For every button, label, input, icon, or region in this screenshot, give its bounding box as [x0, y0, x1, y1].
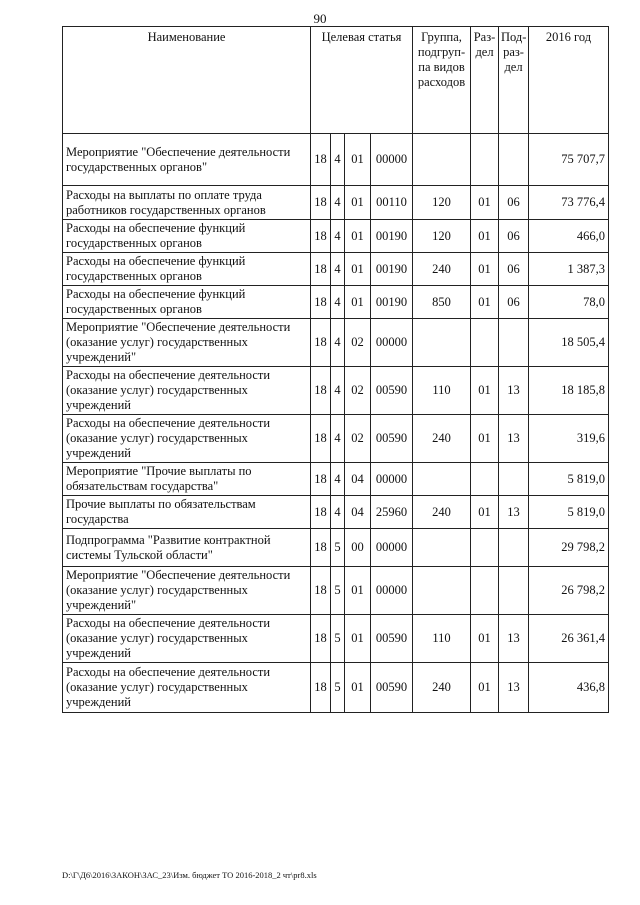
amount-2016: 1 387,3 — [529, 253, 609, 286]
row-name: Мероприятие "Прочие выплаты по обязательствам государства" — [63, 463, 311, 496]
target-event-code: 02 — [345, 319, 371, 367]
table-row — [63, 220, 609, 253]
target-event-code: 00 — [345, 529, 371, 567]
target-program-code: 18 — [311, 319, 331, 367]
target-subprogram-code: 5 — [331, 615, 345, 663]
target-direction-code: 00590 — [371, 367, 413, 415]
row-name: Расходы на обеспечение функций государственных органов — [63, 286, 311, 319]
row-name: Расходы на обеспечение функций государственных органов — [63, 220, 311, 253]
target-event-code: 02 — [345, 415, 371, 463]
target-direction-code: 00110 — [371, 186, 413, 220]
target-program-code: 18 — [311, 663, 331, 713]
section-code: 01 — [471, 496, 499, 529]
amount-2016: 319,6 — [529, 415, 609, 463]
target-program-code: 18 — [311, 134, 331, 186]
subsection-code — [499, 463, 529, 496]
amount-2016: 73 776,4 — [529, 186, 609, 220]
expense-group-code: 240 — [413, 253, 471, 286]
subsection-code: 06 — [499, 220, 529, 253]
target-event-code: 01 — [345, 134, 371, 186]
header-target-article: Целевая статья — [311, 27, 413, 134]
target-program-code: 18 — [311, 496, 331, 529]
expense-group-code: 120 — [413, 220, 471, 253]
table-row — [63, 529, 609, 567]
target-subprogram-code: 4 — [331, 253, 345, 286]
page-number: 90 — [313, 11, 327, 26]
amount-2016: 26 798,2 — [529, 567, 609, 615]
amount-2016: 18 505,4 — [529, 319, 609, 367]
section-code — [471, 134, 499, 186]
section-code: 01 — [471, 286, 499, 319]
table-row — [63, 186, 609, 220]
table-row — [63, 663, 609, 713]
table-row — [63, 415, 609, 463]
section-code: 01 — [471, 186, 499, 220]
target-program-code: 18 — [311, 415, 331, 463]
table-row — [63, 319, 609, 367]
target-event-code: 01 — [345, 615, 371, 663]
target-subprogram-code: 4 — [331, 367, 345, 415]
target-direction-code: 00590 — [371, 615, 413, 663]
target-event-code: 01 — [345, 286, 371, 319]
section-code: 01 — [471, 253, 499, 286]
target-direction-code: 00590 — [371, 663, 413, 713]
subsection-code: 13 — [499, 663, 529, 713]
target-event-code: 01 — [345, 663, 371, 713]
target-subprogram-code: 4 — [331, 286, 345, 319]
row-name: Мероприятие "Обеспечение деятельности государственных органов" — [63, 134, 311, 186]
target-direction-code: 00000 — [371, 463, 413, 496]
target-program-code: 18 — [311, 367, 331, 415]
section-code — [471, 463, 499, 496]
subsection-code: 13 — [499, 367, 529, 415]
section-code — [471, 529, 499, 567]
amount-2016: 436,8 — [529, 663, 609, 713]
target-program-code: 18 — [311, 286, 331, 319]
target-event-code: 01 — [345, 220, 371, 253]
amount-2016: 75 707,7 — [529, 134, 609, 186]
amount-2016: 18 185,8 — [529, 367, 609, 415]
amount-2016: 5 819,0 — [529, 496, 609, 529]
row-name: Расходы на выплаты по оплате труда работников государственных органов — [63, 186, 311, 220]
target-subprogram-code: 5 — [331, 529, 345, 567]
amount-2016: 26 361,4 — [529, 615, 609, 663]
expense-group-code — [413, 463, 471, 496]
row-name: Расходы на обеспечение деятельности (оказание услуг) государственных учреждений — [63, 415, 311, 463]
target-program-code: 18 — [311, 463, 331, 496]
target-subprogram-code: 4 — [331, 415, 345, 463]
target-program-code: 18 — [311, 253, 331, 286]
table-row — [63, 134, 609, 186]
row-name: Расходы на обеспечение деятельности (оказание услуг) государственных учреждений — [63, 663, 311, 713]
expense-group-code: 240 — [413, 415, 471, 463]
target-direction-code: 00190 — [371, 220, 413, 253]
expense-group-code — [413, 529, 471, 567]
subsection-code: 13 — [499, 615, 529, 663]
expense-group-code — [413, 134, 471, 186]
amount-2016: 5 819,0 — [529, 463, 609, 496]
target-subprogram-code: 4 — [331, 319, 345, 367]
subsection-code: 06 — [499, 186, 529, 220]
header-year: 2016 год — [529, 27, 609, 134]
expense-group-code: 240 — [413, 496, 471, 529]
target-program-code: 18 — [311, 220, 331, 253]
expense-group-code: 850 — [413, 286, 471, 319]
table-row — [63, 286, 609, 319]
table-row — [63, 567, 609, 615]
target-event-code: 01 — [345, 567, 371, 615]
row-name: Расходы на обеспечение деятельности (оказание услуг) государственных учреждений — [63, 615, 311, 663]
subsection-code: 06 — [499, 286, 529, 319]
target-direction-code: 00190 — [371, 286, 413, 319]
target-event-code: 01 — [345, 253, 371, 286]
target-direction-code: 00190 — [371, 253, 413, 286]
file-path-footer: D:\Г\Д6\2016\ЗАКОН\ЗАС_23\Изм. бюджет ТО 2016-2018_2 чт\pr8.xls — [62, 870, 317, 880]
row-name: Мероприятие "Обеспечение деятельности (оказание услуг) государственных учреждений" — [63, 319, 311, 367]
row-name: Прочие выплаты по обязательствам государства — [63, 496, 311, 529]
row-name: Подпрограмма "Развитие контрактной системы Тульской области" — [63, 529, 311, 567]
expense-group-code — [413, 319, 471, 367]
section-code — [471, 567, 499, 615]
target-program-code: 18 — [311, 186, 331, 220]
amount-2016: 466,0 — [529, 220, 609, 253]
target-event-code: 04 — [345, 463, 371, 496]
target-subprogram-code: 4 — [331, 463, 345, 496]
header-section: Раз-дел — [471, 27, 499, 134]
row-name: Мероприятие "Обеспечение деятельности (оказание услуг) государственных учреждений" — [63, 567, 311, 615]
expense-group-code: 110 — [413, 615, 471, 663]
subsection-code: 13 — [499, 496, 529, 529]
row-name: Расходы на обеспечение функций государственных органов — [63, 253, 311, 286]
header-subsection: Под-раз-дел — [499, 27, 529, 134]
target-event-code: 04 — [345, 496, 371, 529]
expense-group-code: 120 — [413, 186, 471, 220]
target-direction-code: 00000 — [371, 567, 413, 615]
target-subprogram-code: 5 — [331, 567, 345, 615]
target-subprogram-code: 4 — [331, 186, 345, 220]
subsection-code: 06 — [499, 253, 529, 286]
target-program-code: 18 — [311, 529, 331, 567]
target-direction-code: 00000 — [371, 319, 413, 367]
header-expense-group: Группа, подгруп-па видов расходов — [413, 27, 471, 134]
subsection-code — [499, 567, 529, 615]
target-subprogram-code: 4 — [331, 134, 345, 186]
header-name: Наименование — [63, 27, 311, 134]
subsection-code — [499, 529, 529, 567]
target-event-code: 01 — [345, 186, 371, 220]
expense-group-code: 110 — [413, 367, 471, 415]
table-row — [63, 253, 609, 286]
target-subprogram-code: 4 — [331, 220, 345, 253]
amount-2016: 29 798,2 — [529, 529, 609, 567]
section-code: 01 — [471, 220, 499, 253]
table-row — [63, 367, 609, 415]
target-program-code: 18 — [311, 567, 331, 615]
target-direction-code: 00000 — [371, 529, 413, 567]
target-direction-code: 25960 — [371, 496, 413, 529]
row-name: Расходы на обеспечение деятельности (оказание услуг) государственных учреждений — [63, 367, 311, 415]
target-direction-code: 00590 — [371, 415, 413, 463]
table-row — [63, 615, 609, 663]
subsection-code — [499, 319, 529, 367]
target-program-code: 18 — [311, 615, 331, 663]
amount-2016: 78,0 — [529, 286, 609, 319]
section-code: 01 — [471, 663, 499, 713]
target-direction-code: 00000 — [371, 134, 413, 186]
budget-table — [62, 26, 609, 713]
table-row — [63, 463, 609, 496]
expense-group-code — [413, 567, 471, 615]
section-code: 01 — [471, 367, 499, 415]
target-subprogram-code: 5 — [331, 663, 345, 713]
expense-group-code: 240 — [413, 663, 471, 713]
section-code: 01 — [471, 415, 499, 463]
target-subprogram-code: 4 — [331, 496, 345, 529]
subsection-code: 13 — [499, 415, 529, 463]
section-code: 01 — [471, 615, 499, 663]
table-row — [63, 496, 609, 529]
subsection-code — [499, 134, 529, 186]
section-code — [471, 319, 499, 367]
target-event-code: 02 — [345, 367, 371, 415]
